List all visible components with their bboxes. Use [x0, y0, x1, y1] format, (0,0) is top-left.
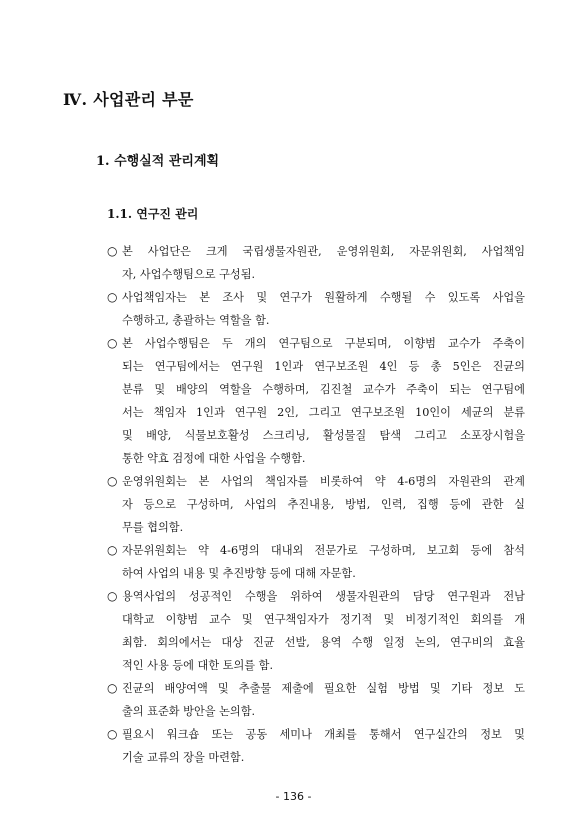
bullet-item — [107, 539, 525, 585]
bullet-text-line: 사업책임자는 본 조사 및 연구가 원활하게 수행될 수 있도록 사업을 — [122, 291, 525, 304]
bullet-item — [107, 332, 525, 470]
bullet-text-line: 무를 협의함. — [122, 521, 184, 534]
circle-bullet-icon: ○ — [107, 727, 118, 741]
bullet-text-line: 자 등으로 구성하며, 사업의 추진내용, 방법, 인력, 집행 등에 관한 실 — [122, 498, 525, 511]
bullet-text-line: 본 사업수행팀은 두 개의 연구팀으로 구분되며, 이향범 교수가 주축이 — [122, 337, 525, 350]
bullet-item — [107, 723, 525, 769]
bullet-text-line: 본 사업단은 크게 국립생물자원관, 운영위원회, 자문위원회, 사업책임 — [122, 245, 525, 258]
bullet-list — [107, 240, 525, 769]
page-number: - 136 - — [275, 790, 312, 803]
bullet-item — [107, 677, 525, 723]
bullet-item — [107, 286, 525, 332]
section-title: 1. 수행실적 관리계획 — [96, 154, 220, 169]
bullet-text-line: 용역사업의 성공적인 수행을 위하여 생물자원관의 담당 연구원과 전남 — [122, 590, 525, 603]
bullet-text-line: 서는 책임자 1인과 연구원 2인, 그리고 연구보조원 10인이 세균의 분류 — [122, 406, 525, 419]
bullet-item — [107, 240, 525, 286]
bullet-text-line: 자문위원회는 약 4-6명의 대내외 전문가로 구성하며, 보고회 등에 참석 — [122, 544, 525, 557]
circle-bullet-icon: ○ — [107, 290, 118, 304]
circle-bullet-icon: ○ — [107, 681, 118, 695]
bullet-item — [107, 585, 525, 677]
bullet-text-line: 통한 약효 검정에 대한 사업을 수행함. — [122, 452, 306, 465]
bullet-text-line: 출의 표준화 방안을 논의함. — [122, 705, 256, 718]
bullet-text-line: 및 배양, 식물보호활성 스크리닝, 활성물질 탐색 그리고 소포장시험을 — [122, 429, 525, 442]
bullet-text-line: 기술 교류의 장을 마련함. — [122, 751, 245, 764]
bullet-text-line: 하여 사업의 내용 및 추진방향 등에 대해 자문함. — [122, 567, 356, 580]
bullet-text-line: 필요시 워크숍 또는 공동 세미나 개최를 통해서 연구실간의 정보 및 — [122, 728, 525, 741]
circle-bullet-icon: ○ — [107, 589, 118, 603]
bullet-text-line: 대학교 이향범 교수 및 연구책임자가 정기적 및 비정기적인 회의를 개 — [122, 613, 525, 626]
bullet-text-line: 되는 연구팀에서는 연구원 1인과 연구보조원 4인 등 총 5인은 진균의 — [122, 360, 525, 373]
bullet-text-line: 적인 사용 등에 대한 토의를 함. — [122, 659, 274, 672]
bullet-text-line: 진균의 배양여액 및 추출물 제출에 필요한 실험 방법 및 기타 정보 도 — [122, 682, 525, 695]
circle-bullet-icon: ○ — [107, 244, 118, 258]
circle-bullet-icon: ○ — [107, 336, 118, 350]
bullet-text-line: 자, 사업수행팀으로 구성됨. — [122, 268, 256, 281]
bullet-text-line: 운영위원회는 본 사업의 책임자를 비롯하여 약 4-6명의 자원관의 관계 — [122, 475, 525, 488]
circle-bullet-icon: ○ — [107, 543, 118, 557]
bullet-text-line: 최함. 회의에서는 대상 진균 선발, 용역 수행 일정 논의, 연구비의 효율 — [122, 636, 525, 649]
bullet-item — [107, 470, 525, 539]
subsection-title: 1.1. 연구진 관리 — [107, 207, 199, 221]
chapter-title: Ⅳ. 사업관리 부문 — [63, 90, 194, 109]
circle-bullet-icon: ○ — [107, 474, 118, 488]
bullet-text-line: 수행하고, 총괄하는 역할을 함. — [122, 314, 270, 327]
bullet-text-line: 분류 및 배양의 역할을 수행하며, 김진철 교수가 주축이 되는 연구팀에 — [122, 383, 525, 396]
